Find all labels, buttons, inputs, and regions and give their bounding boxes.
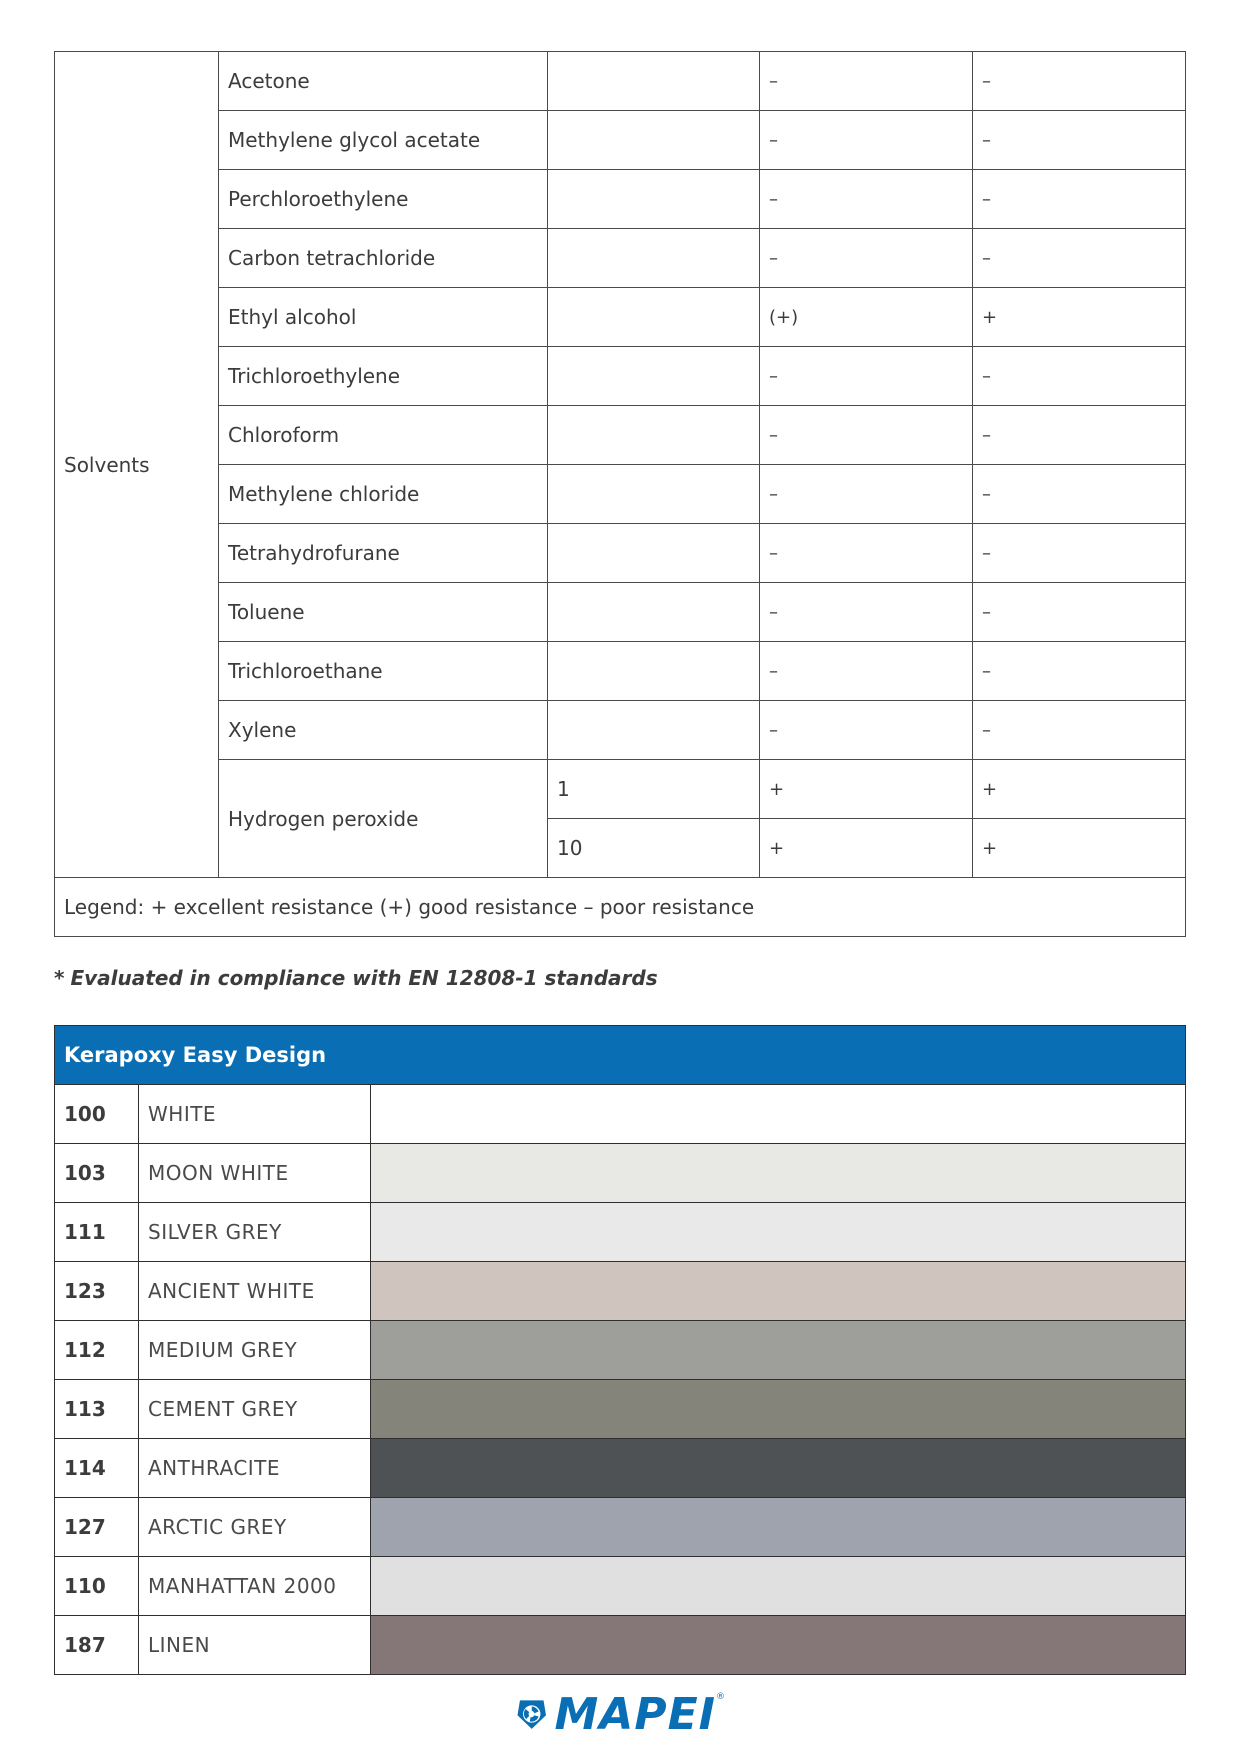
color-code: 123 <box>55 1262 139 1321</box>
substance-cell: Toluene <box>219 583 548 642</box>
color-code: 111 <box>55 1203 139 1262</box>
color-row <box>55 1321 1186 1380</box>
table-row <box>55 701 1186 760</box>
legend-row <box>55 878 1186 937</box>
concentration-cell <box>548 701 760 760</box>
concentration-cell <box>548 465 760 524</box>
concentration-cell <box>548 583 760 642</box>
color-name: MANHATTAN 2000 <box>139 1557 371 1616</box>
color-code: 103 <box>55 1144 139 1203</box>
substance-cell: Hydrogen peroxide <box>219 760 548 878</box>
color-row <box>55 1439 1186 1498</box>
color-name: CEMENT GREY <box>139 1380 371 1439</box>
color-table <box>54 1025 1186 1675</box>
table-row <box>55 465 1186 524</box>
substance-cell: Trichloroethylene <box>219 347 548 406</box>
color-table-header <box>55 1026 1186 1085</box>
table-row <box>55 229 1186 288</box>
resistance-cell: – <box>973 465 1186 524</box>
color-swatch <box>371 1321 1186 1380</box>
concentration-cell <box>548 642 760 701</box>
concentration-cell <box>548 524 760 583</box>
color-row <box>55 1203 1186 1262</box>
resistance-cell: + <box>973 819 1186 878</box>
table-row <box>55 111 1186 170</box>
concentration-cell <box>548 111 760 170</box>
resistance-cell: – <box>760 701 973 760</box>
color-row <box>55 1144 1186 1203</box>
color-swatch <box>371 1616 1186 1675</box>
legend-text: Legend: + excellent resistance (+) good resistance – poor resistance <box>55 878 1186 937</box>
substance-cell: Acetone <box>219 52 548 111</box>
mapei-logo <box>515 1688 725 1740</box>
concentration-cell: 10 <box>548 819 760 878</box>
resistance-cell: + <box>760 819 973 878</box>
mapei-emblem-icon <box>515 1688 548 1740</box>
resistance-cell: – <box>973 406 1186 465</box>
resistance-cell: – <box>760 347 973 406</box>
color-row <box>55 1616 1186 1675</box>
table-row <box>55 347 1186 406</box>
color-row <box>55 1557 1186 1616</box>
substance-cell: Xylene <box>219 701 548 760</box>
substance-cell: Tetrahydrofurane <box>219 524 548 583</box>
color-code: 112 <box>55 1321 139 1380</box>
resistance-cell: – <box>760 465 973 524</box>
color-name: ARCTIC GREY <box>139 1498 371 1557</box>
resistance-cell: – <box>973 347 1186 406</box>
resistance-cell: – <box>760 642 973 701</box>
substance-cell: Chloroform <box>219 406 548 465</box>
color-name: MOON WHITE <box>139 1144 371 1203</box>
color-name: WHITE <box>139 1085 371 1144</box>
resistance-cell: – <box>973 642 1186 701</box>
footnote <box>54 966 658 990</box>
color-code: 113 <box>55 1380 139 1439</box>
color-row <box>55 1498 1186 1557</box>
color-row <box>55 1262 1186 1321</box>
table-row <box>55 583 1186 642</box>
color-code: 114 <box>55 1439 139 1498</box>
resistance-cell: – <box>973 52 1186 111</box>
footnote-text: Evaluated in compliance with EN 12808-1 standards <box>70 966 658 990</box>
mapei-logo-text: MAPEI <box>554 1688 716 1740</box>
resistance-cell: – <box>973 170 1186 229</box>
color-name: ANCIENT WHITE <box>139 1262 371 1321</box>
color-name: LINEN <box>139 1616 371 1675</box>
resistance-cell: – <box>760 170 973 229</box>
color-swatch <box>371 1203 1186 1262</box>
resistance-cell: – <box>760 583 973 642</box>
substance-cell: Methylene glycol acetate <box>219 111 548 170</box>
color-code: 100 <box>55 1085 139 1144</box>
color-name: MEDIUM GREY <box>139 1321 371 1380</box>
resistance-cell: + <box>760 760 973 819</box>
color-swatch <box>371 1085 1186 1144</box>
color-row <box>55 1085 1186 1144</box>
table-row <box>55 642 1186 701</box>
group-label: Solvents <box>55 52 219 878</box>
resistance-cell: – <box>973 229 1186 288</box>
color-swatch <box>371 1439 1186 1498</box>
concentration-cell: 1 <box>548 760 760 819</box>
color-code: 187 <box>55 1616 139 1675</box>
footnote-star: * <box>54 966 65 990</box>
resistance-cell: – <box>760 52 973 111</box>
resistance-cell: (+) <box>760 288 973 347</box>
table-row <box>55 170 1186 229</box>
substance-cell: Carbon tetrachloride <box>219 229 548 288</box>
concentration-cell <box>548 229 760 288</box>
table-row <box>55 524 1186 583</box>
resistance-cell: + <box>973 760 1186 819</box>
table-row <box>55 288 1186 347</box>
color-swatch <box>371 1262 1186 1321</box>
table-row <box>55 52 1186 111</box>
resistance-cell: – <box>973 583 1186 642</box>
substance-cell: Methylene chloride <box>219 465 548 524</box>
concentration-cell <box>548 288 760 347</box>
resistance-cell: – <box>760 229 973 288</box>
substance-cell: Ethyl alcohol <box>219 288 548 347</box>
resistance-cell: – <box>973 701 1186 760</box>
color-name: SILVER GREY <box>139 1203 371 1262</box>
color-row <box>55 1380 1186 1439</box>
resistance-cell: – <box>973 524 1186 583</box>
concentration-cell <box>548 52 760 111</box>
color-swatch <box>371 1144 1186 1203</box>
color-name: ANTHRACITE <box>139 1439 371 1498</box>
concentration-cell <box>548 406 760 465</box>
color-code: 110 <box>55 1557 139 1616</box>
concentration-cell <box>548 347 760 406</box>
resistance-cell: – <box>760 406 973 465</box>
table-row <box>55 406 1186 465</box>
resistance-table <box>54 51 1186 937</box>
table-row <box>55 760 1186 819</box>
color-swatch <box>371 1498 1186 1557</box>
resistance-cell: + <box>973 288 1186 347</box>
resistance-cell: – <box>760 524 973 583</box>
color-code: 127 <box>55 1498 139 1557</box>
substance-cell: Trichloroethane <box>219 642 548 701</box>
color-swatch <box>371 1380 1186 1439</box>
resistance-cell: – <box>760 111 973 170</box>
resistance-cell: – <box>973 111 1186 170</box>
registered-mark: ® <box>716 1692 725 1702</box>
color-swatch <box>371 1557 1186 1616</box>
color-table-title: Kerapoxy Easy Design <box>55 1026 1186 1085</box>
concentration-cell <box>548 170 760 229</box>
substance-cell: Perchloroethylene <box>219 170 548 229</box>
